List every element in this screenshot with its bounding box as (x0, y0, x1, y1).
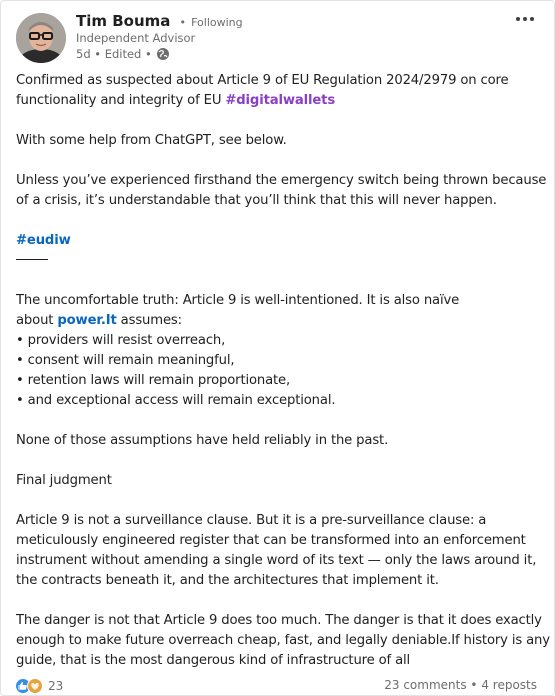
power-link[interactable]: power.It (57, 313, 117, 328)
globe-icon (156, 47, 170, 61)
more-options-icon[interactable] (514, 9, 536, 29)
bullet-item: • providers will resist overreach, (16, 333, 226, 348)
reposts-count-link[interactable]: 4 reposts (481, 678, 537, 692)
post-text-line: With some help from ChatGPT, see below. (16, 133, 287, 148)
engagement-separator: • (466, 678, 482, 692)
bullet-item: • consent will remain meaningful, (16, 353, 235, 368)
post-body (16, 71, 550, 671)
author-headline: Independent Advisor (76, 31, 196, 45)
post-text-line (16, 311, 541, 331)
post-age: 5d • Edited • (76, 47, 152, 61)
post-text-line: The danger is not that Article 9 does too much. The danger is that it does exactly (16, 613, 542, 628)
post-text-line: of a crisis, it’s understandable that you’ll think that this will never happen. (16, 193, 497, 208)
post-text-line: Final judgment (16, 473, 112, 488)
hashtag-eudiw-link[interactable]: #eudiw (16, 233, 71, 248)
post-meta (76, 47, 170, 61)
post-text: about (16, 313, 58, 328)
reaction-count: 23 (48, 679, 64, 693)
support-reaction-icon (27, 678, 43, 694)
name-separator: • (179, 16, 186, 29)
author-avatar[interactable] (16, 13, 66, 63)
post-text-line: The uncomfortable truth: Article 9 is well-intentioned. It is also naïve (16, 293, 460, 308)
post-text-line: meticulously engineered register that can be transformed into an enforcement (16, 533, 526, 548)
post-text-line: enough to make future overreach cheap, fast, and legally deniable.If history is any (16, 633, 550, 648)
reactions-summary[interactable] (15, 677, 63, 695)
author-name[interactable]: Tim Bouma (76, 12, 171, 30)
engagement-counts (384, 678, 537, 692)
text-rule (16, 259, 48, 260)
bullet-item: • retention laws will remain proportionate, (16, 373, 291, 388)
post-text-line (16, 91, 541, 111)
post-text-line: instrument without amending a single word of its text — only the laws around it, (16, 553, 537, 568)
avatar-photo (16, 13, 66, 63)
comments-count-link[interactable]: 23 comments (384, 678, 467, 692)
post-text-line (16, 231, 541, 251)
post-text-line: Article 9 is not a surveillance clause. But it is a pre-surveillance clause: a (16, 513, 487, 528)
post-text: assumes: (116, 313, 182, 328)
author-name-row (76, 11, 243, 31)
post-text-line: None of those assumptions have held reliably in the past. (16, 433, 389, 448)
post-text-line: Confirmed as suspected about Article 9 of EU Regulation 2024/2979 on core (16, 73, 509, 88)
hashtag-digitalwallets-link[interactable]: #digitalwallets (225, 93, 336, 108)
post-text-line: the contracts beneath it, and the architectures that implement it. (16, 573, 439, 588)
follow-status: Following (191, 16, 243, 29)
bullet-item: • and exceptional access will remain exceptional. (16, 393, 336, 408)
post-text: functionality and integrity of EU (16, 93, 226, 108)
post-text-line: Unless you’ve experienced firsthand the emergency switch being thrown because (16, 173, 547, 188)
divider-line (16, 251, 541, 271)
post-text-line: guide, that is the most dangerous kind of infrastructure of all (16, 653, 411, 668)
